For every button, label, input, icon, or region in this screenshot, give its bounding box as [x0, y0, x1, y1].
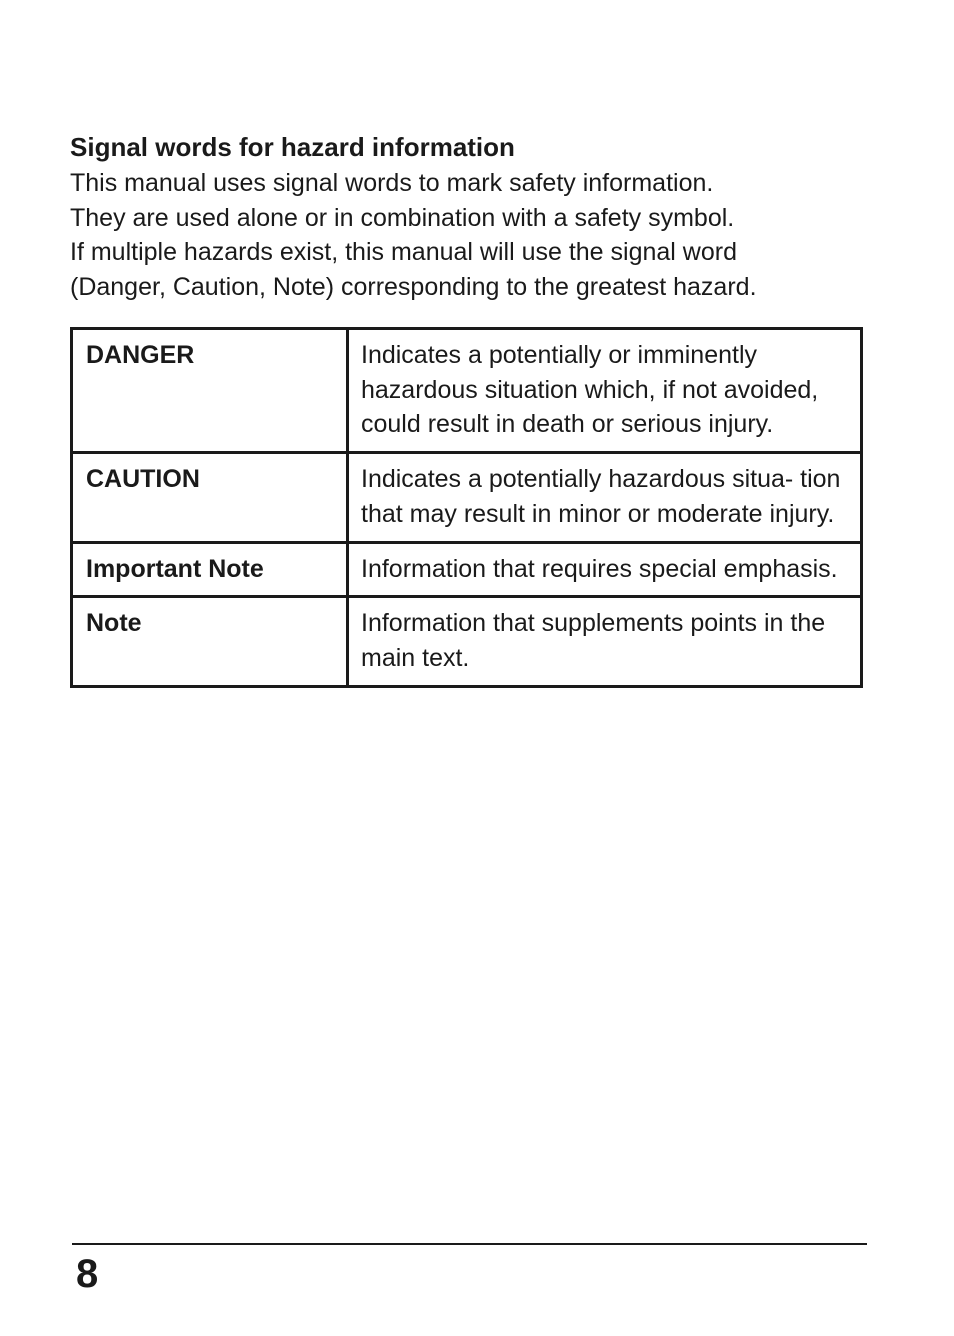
signal-word-caution: CAUTION	[72, 453, 348, 542]
signal-word-note: Note	[72, 597, 348, 686]
signal-description-note: Information that supplements points in the main text.	[348, 597, 862, 686]
table-row-important-note	[72, 542, 862, 597]
table-row-caution	[72, 453, 862, 542]
signal-word-danger: DANGER	[72, 329, 348, 453]
intro-paragraph	[70, 166, 870, 305]
table-row-note	[72, 597, 862, 686]
footer-divider	[72, 1243, 867, 1245]
signal-description-important-note: Information that requires special emphasis.	[348, 542, 862, 597]
signal-word-important-note: Important Note	[72, 542, 348, 597]
page-number: 8	[76, 1252, 99, 1296]
intro-line: (Danger, Caution, Note) corresponding to the greatest hazard.	[70, 273, 757, 302]
section-heading: Signal words for hazard information	[70, 132, 515, 162]
intro-line: They are used alone or in combination with a safety symbol.	[70, 203, 735, 232]
intro-line: If multiple hazards exist, this manual will use the signal word	[70, 238, 737, 267]
table-row-danger	[72, 329, 862, 453]
signal-word-table	[70, 327, 863, 688]
signal-description-danger: Indicates a potentially or imminently hazardous situation which, if not avoided, could result in death or serious injury.	[348, 329, 862, 453]
signal-description-caution: Indicates a potentially hazardous situa- tion that may result in minor or moderate injury.	[348, 453, 862, 542]
intro-line: This manual uses signal words to mark safety information.	[70, 169, 714, 197]
